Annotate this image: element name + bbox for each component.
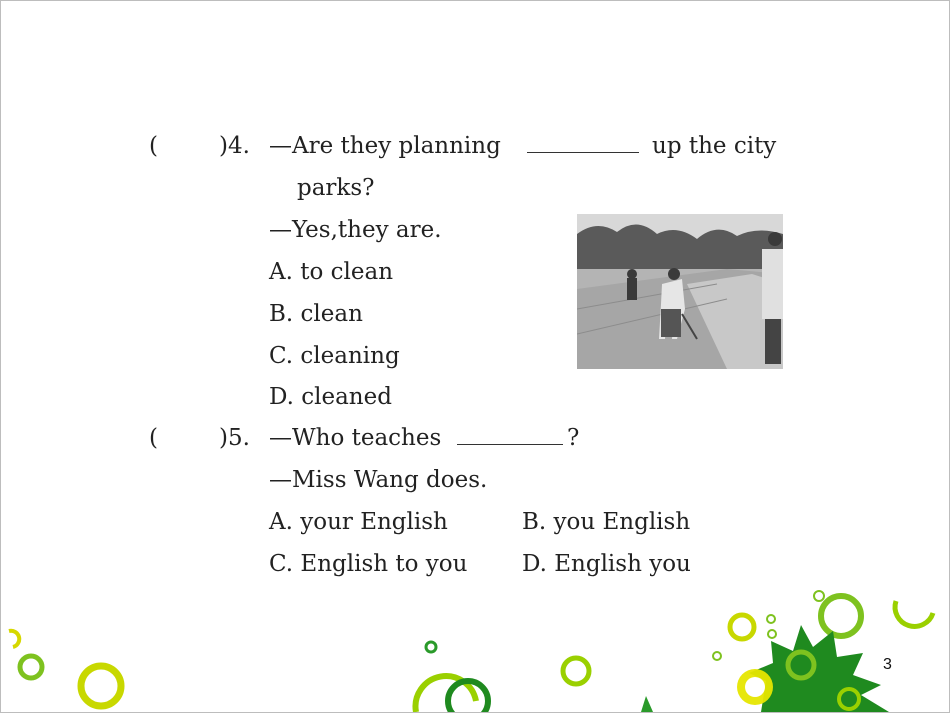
q5-number: )5. xyxy=(219,425,250,451)
q4-prompt-text-b: up the city xyxy=(652,133,777,159)
ring-icon xyxy=(713,652,721,660)
q4-number: )4. xyxy=(219,133,250,159)
leaf-tip-icon xyxy=(641,696,653,712)
q4-blank xyxy=(527,131,639,161)
ring-icon xyxy=(81,666,121,706)
q5-option-c: C. English to you xyxy=(269,551,468,577)
ring-fragment-icon xyxy=(9,631,19,647)
q5-option-d: D. English you xyxy=(522,551,691,577)
q4-option-c: C. cleaning xyxy=(269,343,400,369)
ring-icon xyxy=(745,677,765,697)
ring-icon xyxy=(767,615,775,623)
q5-option-b: B. you English xyxy=(522,509,691,535)
ring-icon xyxy=(563,658,589,684)
q5-prompt-text-b: ? xyxy=(567,425,580,451)
park-cleaning-illustration xyxy=(577,214,783,369)
q5-blank-line xyxy=(457,424,563,445)
ring-icon xyxy=(20,656,42,678)
decorative-footer xyxy=(1,561,949,712)
q4-bracket-open: ( xyxy=(149,133,158,159)
q4-option-a: A. to clean xyxy=(269,259,394,285)
q4-prompt-text-c: parks? xyxy=(297,175,375,201)
ring-icon xyxy=(821,596,861,636)
q5-reply: —Miss Wang does. xyxy=(269,467,488,493)
q4-blank-line xyxy=(527,132,639,153)
ring-icon xyxy=(768,630,776,638)
ring-fragment-icon xyxy=(895,601,933,626)
q5-prompt-text-a: —Who teaches xyxy=(269,425,442,451)
q5-bracket-open: ( xyxy=(149,425,158,451)
q4-option-d: D. cleaned xyxy=(269,384,392,410)
park-cleaning-photo xyxy=(577,214,783,369)
ring-icon xyxy=(426,642,436,652)
page-number: 3 xyxy=(883,656,892,673)
q4-prompt-text-a: —Are they planning xyxy=(269,133,501,159)
ring-icon xyxy=(730,615,754,639)
q4-prompt xyxy=(269,131,501,161)
ring-icon xyxy=(814,591,824,601)
q4-reply: —Yes,they are. xyxy=(269,217,442,243)
q4-option-b: B. clean xyxy=(269,301,363,327)
q5-blank xyxy=(457,423,563,453)
q5-option-a: A. your English xyxy=(269,509,448,535)
